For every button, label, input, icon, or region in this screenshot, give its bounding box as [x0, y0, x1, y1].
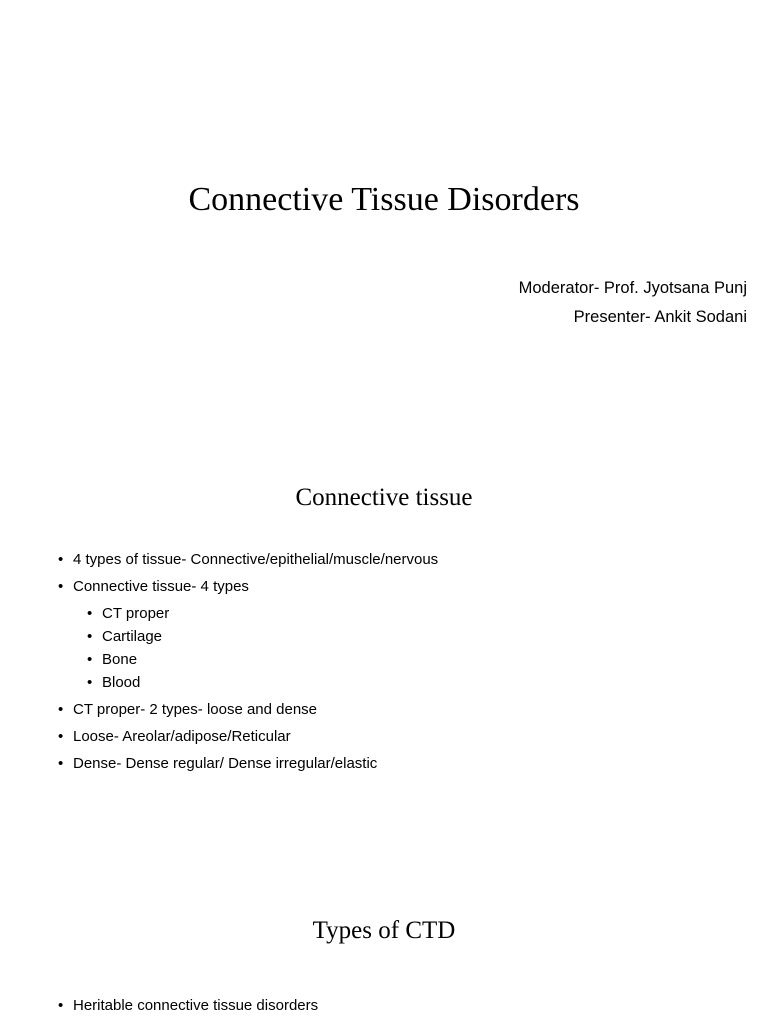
- bullet-icon: •: [58, 728, 64, 745]
- bullet-icon: •: [87, 651, 93, 668]
- bullet-icon: •: [87, 674, 93, 691]
- list-item: [58, 753, 438, 780]
- bullet-icon: •: [58, 701, 64, 718]
- bullet-list: [58, 995, 318, 1022]
- bullet-icon: •: [58, 997, 64, 1014]
- presentation-title: Connective Tissue Disorders: [188, 181, 580, 218]
- list-item-text: CT proper: [102, 605, 170, 622]
- list-item-text: Dense- Dense regular/ Dense irregular/elastic: [73, 755, 378, 772]
- list-item-text: CT proper- 2 types- loose and dense: [73, 701, 318, 718]
- list-item-text: Bone: [102, 651, 138, 668]
- list-item-text: Heritable connective tissue disorders: [73, 997, 319, 1014]
- bullet-icon: •: [58, 755, 64, 772]
- list-item: [58, 549, 438, 576]
- slide-heading: Types of CTD: [312, 917, 456, 944]
- sub-list-item: [87, 672, 438, 699]
- list-item: [58, 995, 318, 1022]
- bullet-icon: •: [87, 605, 93, 622]
- sub-list-item: [87, 649, 438, 672]
- sub-list-item: [87, 626, 438, 649]
- moderator-line: Moderator- Prof. Jyotsana Punj: [518, 279, 747, 297]
- bullet-icon: •: [87, 628, 93, 645]
- sub-list-item: [87, 603, 438, 626]
- list-item: [58, 699, 438, 726]
- list-item-text: Loose- Areolar/adipose/Reticular: [73, 728, 291, 745]
- list-item: [58, 726, 438, 753]
- list-item: [58, 576, 438, 603]
- presenter-line: Presenter- Ankit Sodani: [573, 308, 747, 326]
- list-item-text: 4 types of tissue- Connective/epithelial/muscle/nervous: [73, 551, 439, 568]
- list-item-text: Cartilage: [102, 628, 163, 645]
- list-item-text: Connective tissue- 4 types: [73, 578, 249, 595]
- bullet-list: [58, 549, 438, 780]
- list-item-text: Blood: [102, 674, 141, 691]
- bullet-icon: •: [58, 578, 64, 595]
- slide-heading: Connective tissue: [295, 484, 473, 511]
- bullet-icon: •: [58, 551, 64, 568]
